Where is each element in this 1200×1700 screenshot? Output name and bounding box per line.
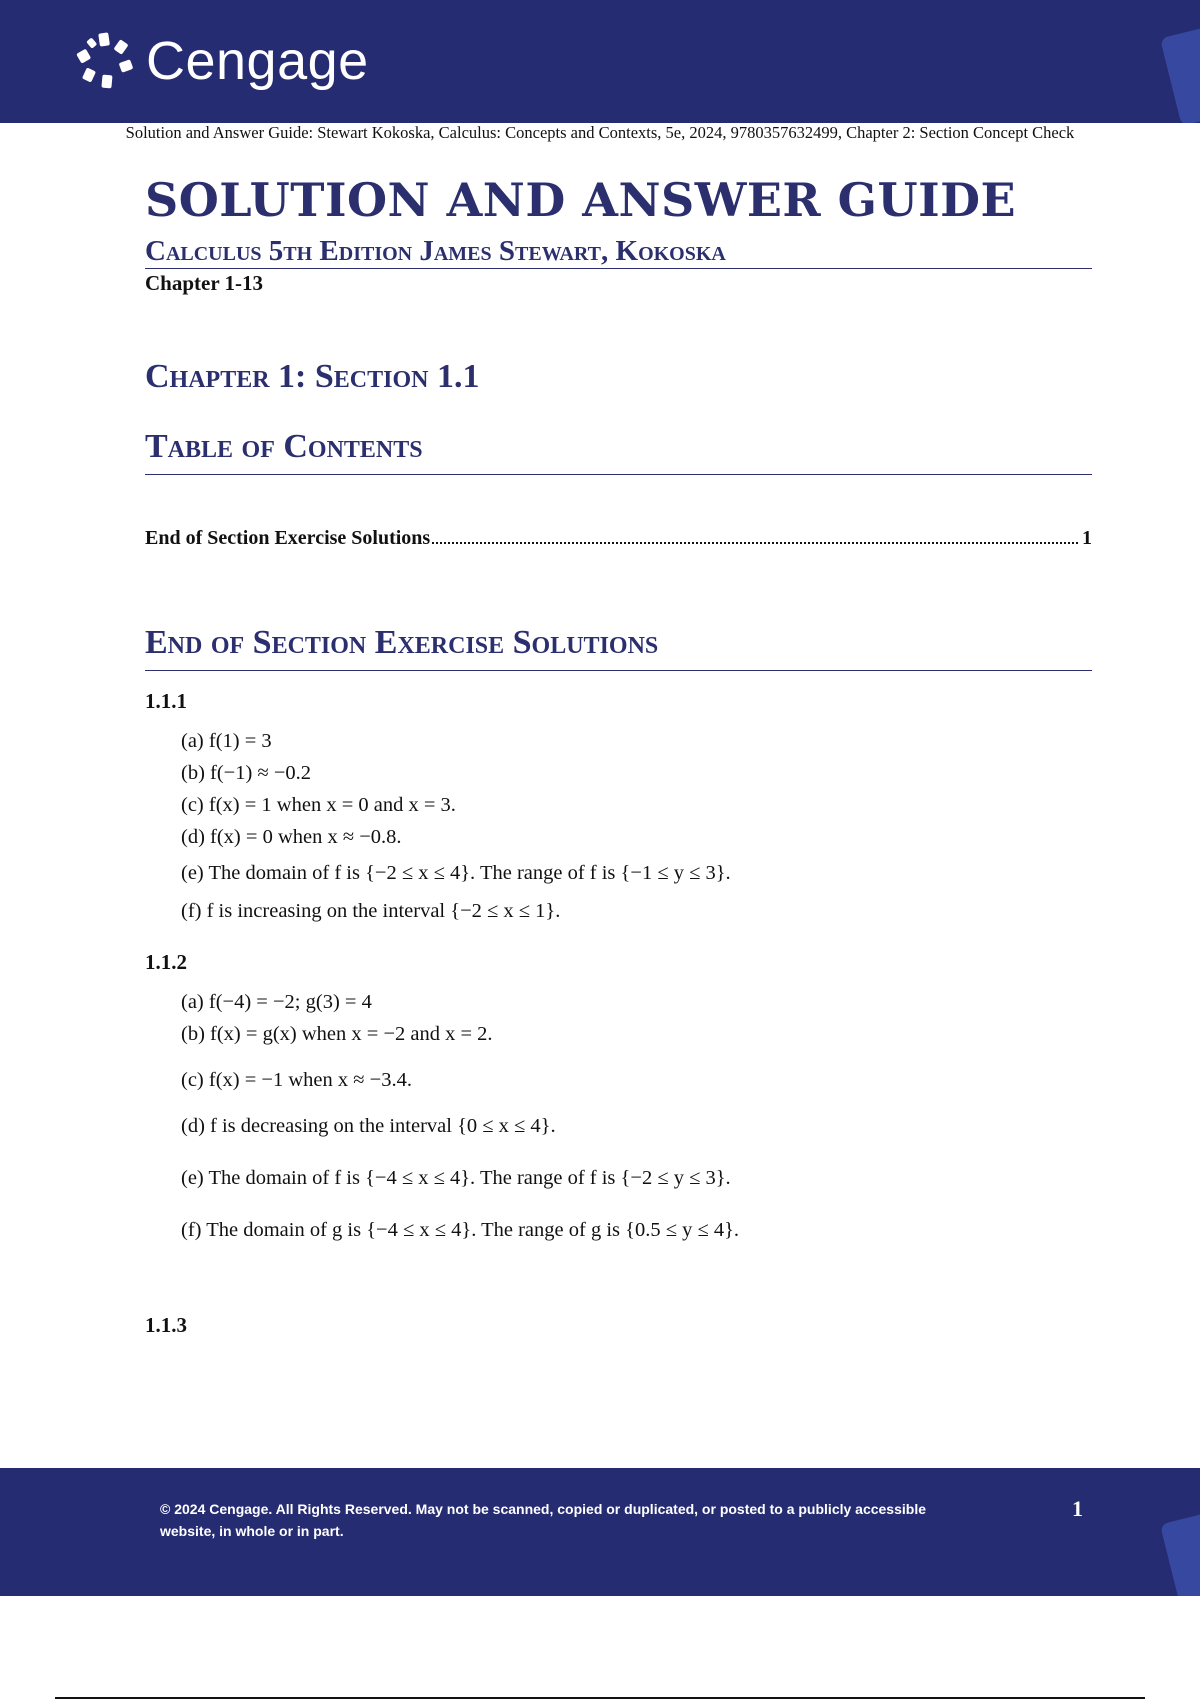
toc-entry[interactable] <box>145 527 1092 550</box>
toc-entry-label: End of Section Exercise Solutions <box>145 527 431 549</box>
chapter-range: Chapter 1-13 <box>145 271 264 295</box>
toc-leader-dots <box>432 542 1078 544</box>
brand-name: Cengage <box>146 31 369 91</box>
answer-item: (e) The domain of f is {−2 ≤ x ≤ 4}. The range of f is {−1 ≤ y ≤ 3}. <box>181 862 731 884</box>
answer-item: (f) The domain of g is {−4 ≤ x ≤ 4}. The range of g is {0.5 ≤ y ≤ 4}. <box>181 1219 740 1241</box>
decorative-corner-shape <box>1160 24 1200 123</box>
solutions-heading: End of Section Exercise Solutions <box>145 622 1092 671</box>
bottom-divider <box>55 1697 1145 1699</box>
answer-item: (d) f is decreasing on the interval {0 ≤ x ≤ 4}. <box>181 1115 556 1137</box>
section-heading: Chapter 1: Section 1.1 <box>145 358 480 395</box>
exercise-number: 1.1.1 <box>145 689 187 713</box>
exercise-number: 1.1.3 <box>145 1313 187 1337</box>
answer-item: (a) f(−4) = −2; g(3) = 4 <box>181 991 372 1013</box>
toc-heading: Table of Contents <box>145 426 1092 475</box>
footer-band <box>0 1468 1200 1596</box>
answer-item: (e) The domain of f is {−4 ≤ x ≤ 4}. The range of f is {−2 ≤ y ≤ 3}. <box>181 1167 731 1189</box>
guide-title: SOLUTION AND ANSWER GUIDE <box>145 173 1017 227</box>
answer-item: (c) f(x) = −1 when x ≈ −3.4. <box>181 1069 412 1091</box>
answer-item: (d) f(x) = 0 when x ≈ −0.8. <box>181 826 402 848</box>
answer-item: (b) f(x) = g(x) when x = −2 and x = 2. <box>181 1023 493 1045</box>
copyright-notice: © 2024 Cengage. All Rights Reserved. May not be scanned, copied or duplicated, or posted to a publicly accessible website, in whole or in part. <box>160 1501 927 1539</box>
exercise-list <box>145 689 1092 1338</box>
exercise-answers <box>181 728 1092 924</box>
exercise-number: 1.1.2 <box>145 950 187 974</box>
header-band <box>0 0 1200 123</box>
citation-line: Solution and Answer Guide: Stewart Kokoska, Calculus: Concepts and Contexts, 5e, 2024, 9780357632499, Chapter 2: Section Concept Check <box>125 123 1075 142</box>
answer-item: (a) f(1) = 3 <box>181 730 272 752</box>
guide-subtitle: Calculus 5th Edition James Stewart, Kokoska <box>145 234 1092 269</box>
answer-item: (f) f is increasing on the interval {−2 ≤ x ≤ 1}. <box>181 900 561 922</box>
answer-item: (c) f(x) = 1 when x = 0 and x = 3. <box>181 794 456 816</box>
document-body <box>145 168 1092 1338</box>
toc-entry-page: 1 <box>1082 527 1092 549</box>
cengage-logo-icon <box>74 31 136 91</box>
answer-item: (b) f(−1) ≈ −0.2 <box>181 762 312 784</box>
exercise-answers <box>181 989 1092 1243</box>
cengage-logo <box>74 30 369 92</box>
decorative-corner-shape <box>1160 1510 1200 1596</box>
page-number: 1 <box>1072 1496 1083 1521</box>
